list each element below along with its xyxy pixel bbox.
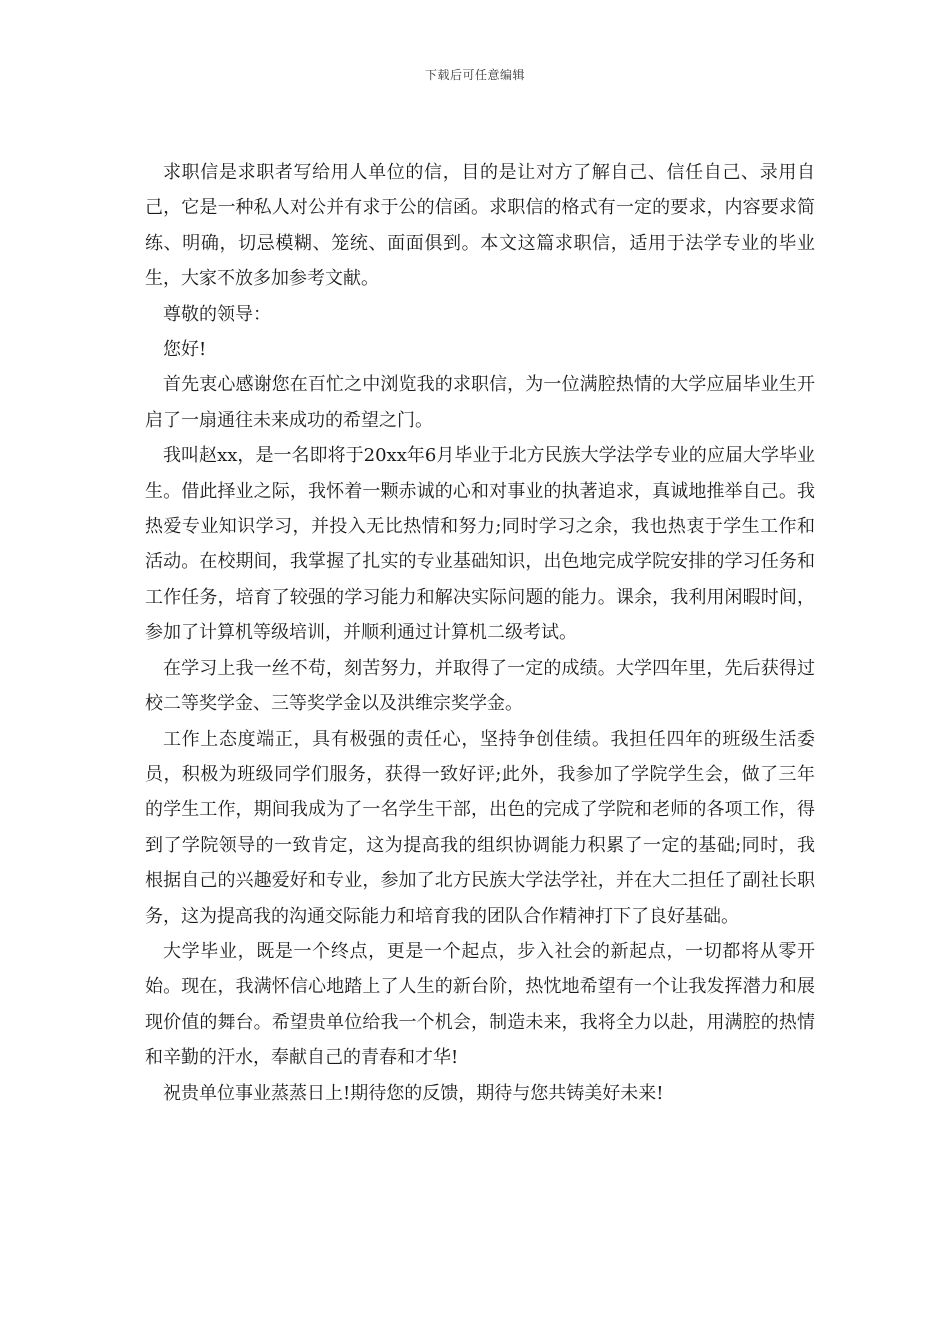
salutation: 尊敬的领导： [163, 303, 271, 325]
intro-paragraph: 求职信是求职者写给用人单位的信，目的是让对方了解自己、信任自己、录用自己，它是一种私人对公并有求于公的信函。求职信的格式有一定的要求，内容要求简练、明确，切忌模糊、笼统、面面俱到。本文这篇求职信，适用于法学专业的毕业生，大家不放多加参考文献。 [145, 162, 815, 290]
self-introduction-paragraph: 我叫赵xx，是一名即将于20xx年6月毕业于北方民族大学法学专业的应届大学毕业生。借此择业之际，我怀着一颗赤诚的心和对事业的执著追求，真诚地推举自己。我热爱专业知识学习，并投入无比热情和努力;同时学习之余，我也热衷于学生工作和活动。在校期间，我掌握了扎实的专业基础知识，出色地完成学院安排的学习任务和工作任务，培育了较强的学习能力和解决实际问题的能力。课余，我利用闲暇时间，参加了计算机等级培训，并顺利通过计算机二级考试。 [145, 445, 815, 644]
study-paragraph: 在学习上我一丝不苟，刻苦努力，并取得了一定的成绩。大学四年里，先后获得过校二等奖学金、三等奖学金以及洪维宗奖学金。 [145, 657, 815, 715]
wishes-paragraph: 祝贵单位事业蒸蒸日上!期待您的反馈，期待与您共铸美好未来! [163, 1082, 664, 1104]
closing-paragraph: 大学毕业，既是一个终点，更是一个起点，步入社会的新起点，一切都将从零开始。现在，我满怀信心地踏上了人生的新台阶，热忱地希望有一个让我发挥潜力和展现价值的舞台。希望贵单位给我一个机会，制造未来，我将全力以赴，用满腔的热情和辛勤的汗水，奉献自己的青春和才华! [145, 940, 815, 1069]
page-header-note: 下载后可任意编辑 [424, 68, 525, 82]
work-paragraph: 工作上态度端正，具有极强的责任心，坚持争创佳绩。我担任四年的班级生活委员，积极为班级同学们服务，获得一致好评;此外，我参加了学院学生会，做了三年的学生工作，期间我成为了一名学生干部，出色的完成了学院和老师的各项工作，得到了学院领导的一致肯定，这为提高我的组织协调能力积累了一定的基础;同时，我根据自己的兴趣爱好和专业，参加了北方民族大学法学社，并在大二担任了副社长职务，这为提高我的沟通交际能力和培育我的团队合作精神打下了良好基础。 [145, 728, 815, 927]
document-body [145, 155, 815, 1111]
opening-paragraph: 首先衷心感谢您在百忙之中浏览我的求职信，为一位满腔热情的大学应届毕业生开启了一扇通往未来成功的希望之门。 [145, 374, 815, 431]
greeting: 您好! [163, 339, 207, 361]
